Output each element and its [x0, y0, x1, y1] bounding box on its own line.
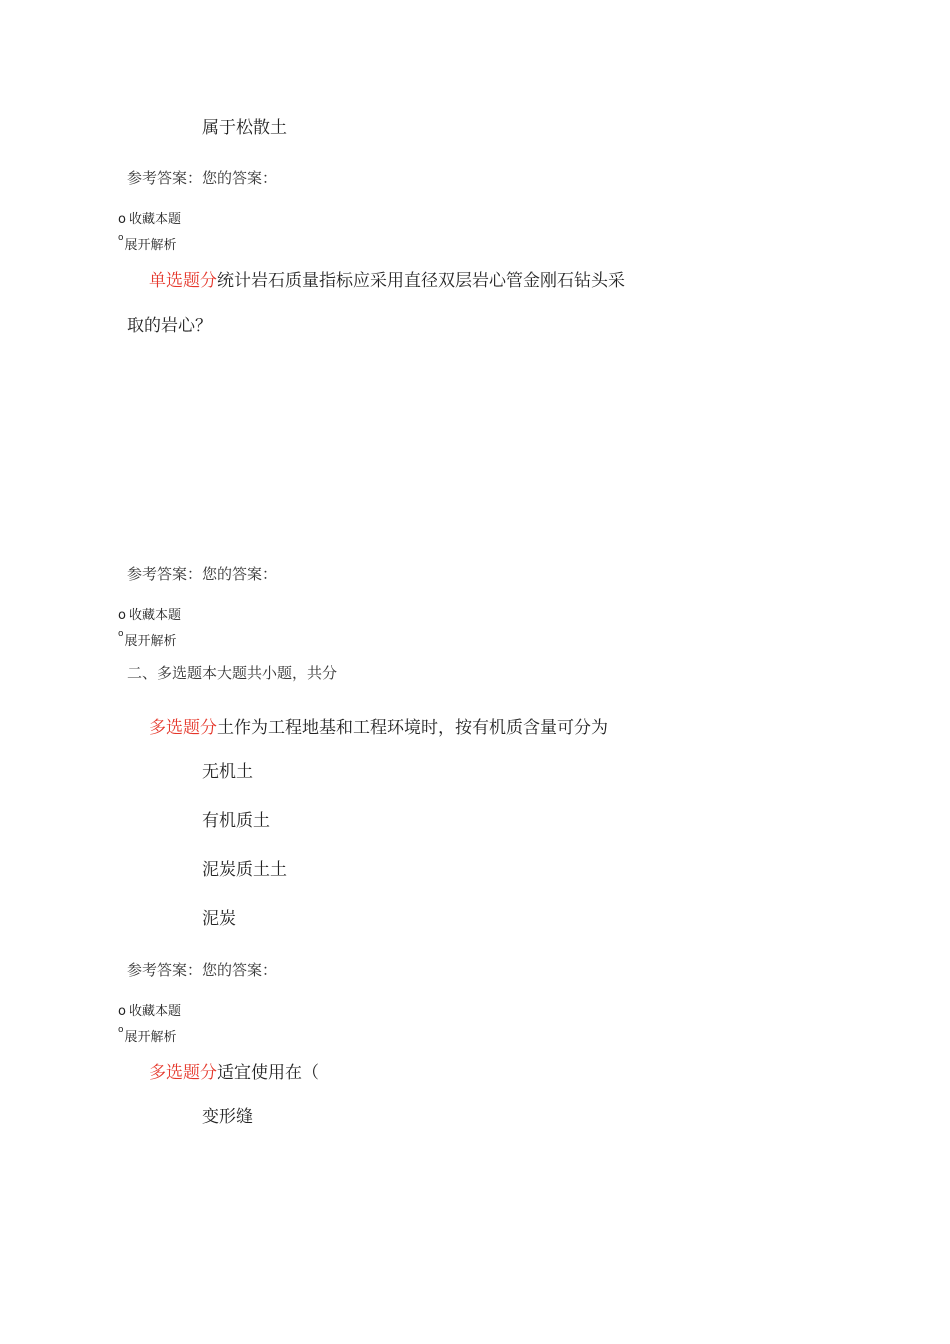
option-text: 属于松散土 [202, 118, 287, 138]
question-type-tag: 多选题分 [149, 1063, 217, 1083]
bullet-icon: o [118, 629, 124, 639]
expand-analysis-label: 展开解析 [124, 238, 177, 253]
option-text[interactable]: 无机土 [202, 762, 253, 782]
question-title [149, 713, 608, 738]
question-title [149, 266, 625, 291]
circle-icon: o [118, 212, 126, 227]
reference-answer-label: 参考答案：您的答案： [127, 565, 278, 583]
question-text-continued: 取的岩心？ [127, 316, 212, 336]
option-text[interactable]: 变形缝 [202, 1107, 253, 1127]
bullet-icon: o [118, 233, 124, 243]
option-text[interactable]: 泥炭质土土 [202, 860, 287, 880]
expand-analysis-link[interactable] [118, 234, 177, 253]
favorite-label: 收藏本题 [128, 1004, 181, 1019]
section-heading: 二、多选题本大题共小题，共分 [127, 664, 338, 682]
option-text[interactable]: 有机质土 [202, 811, 270, 831]
favorite-link[interactable] [118, 208, 181, 227]
circle-icon: o [118, 608, 126, 623]
favorite-label: 收藏本题 [128, 212, 181, 227]
question-type-tag: 多选题分 [149, 718, 217, 738]
expand-analysis-label: 展开解析 [124, 634, 177, 649]
circle-icon: o [118, 1004, 126, 1019]
question-type-tag: 单选题分 [149, 271, 217, 291]
favorite-link[interactable] [118, 604, 181, 623]
bullet-icon: o [118, 1025, 124, 1035]
question-text: 适宜使用在（ [217, 1063, 319, 1083]
expand-analysis-label: 展开解析 [124, 1030, 177, 1045]
option-text[interactable]: 泥炭 [202, 909, 236, 929]
reference-answer-label: 参考答案：您的答案： [127, 961, 278, 979]
favorite-link[interactable] [118, 1000, 181, 1019]
question-text: 统计岩石质量指标应采用直径双层岩心管金刚石钻头采 [217, 271, 625, 291]
expand-analysis-link[interactable] [118, 1026, 177, 1045]
question-text: 土作为工程地基和工程环境时，按有机质含量可分为 [217, 718, 608, 738]
reference-answer-label: 参考答案：您的答案： [127, 169, 278, 187]
question-title [149, 1058, 319, 1083]
expand-analysis-link[interactable] [118, 630, 177, 649]
favorite-label: 收藏本题 [128, 608, 181, 623]
